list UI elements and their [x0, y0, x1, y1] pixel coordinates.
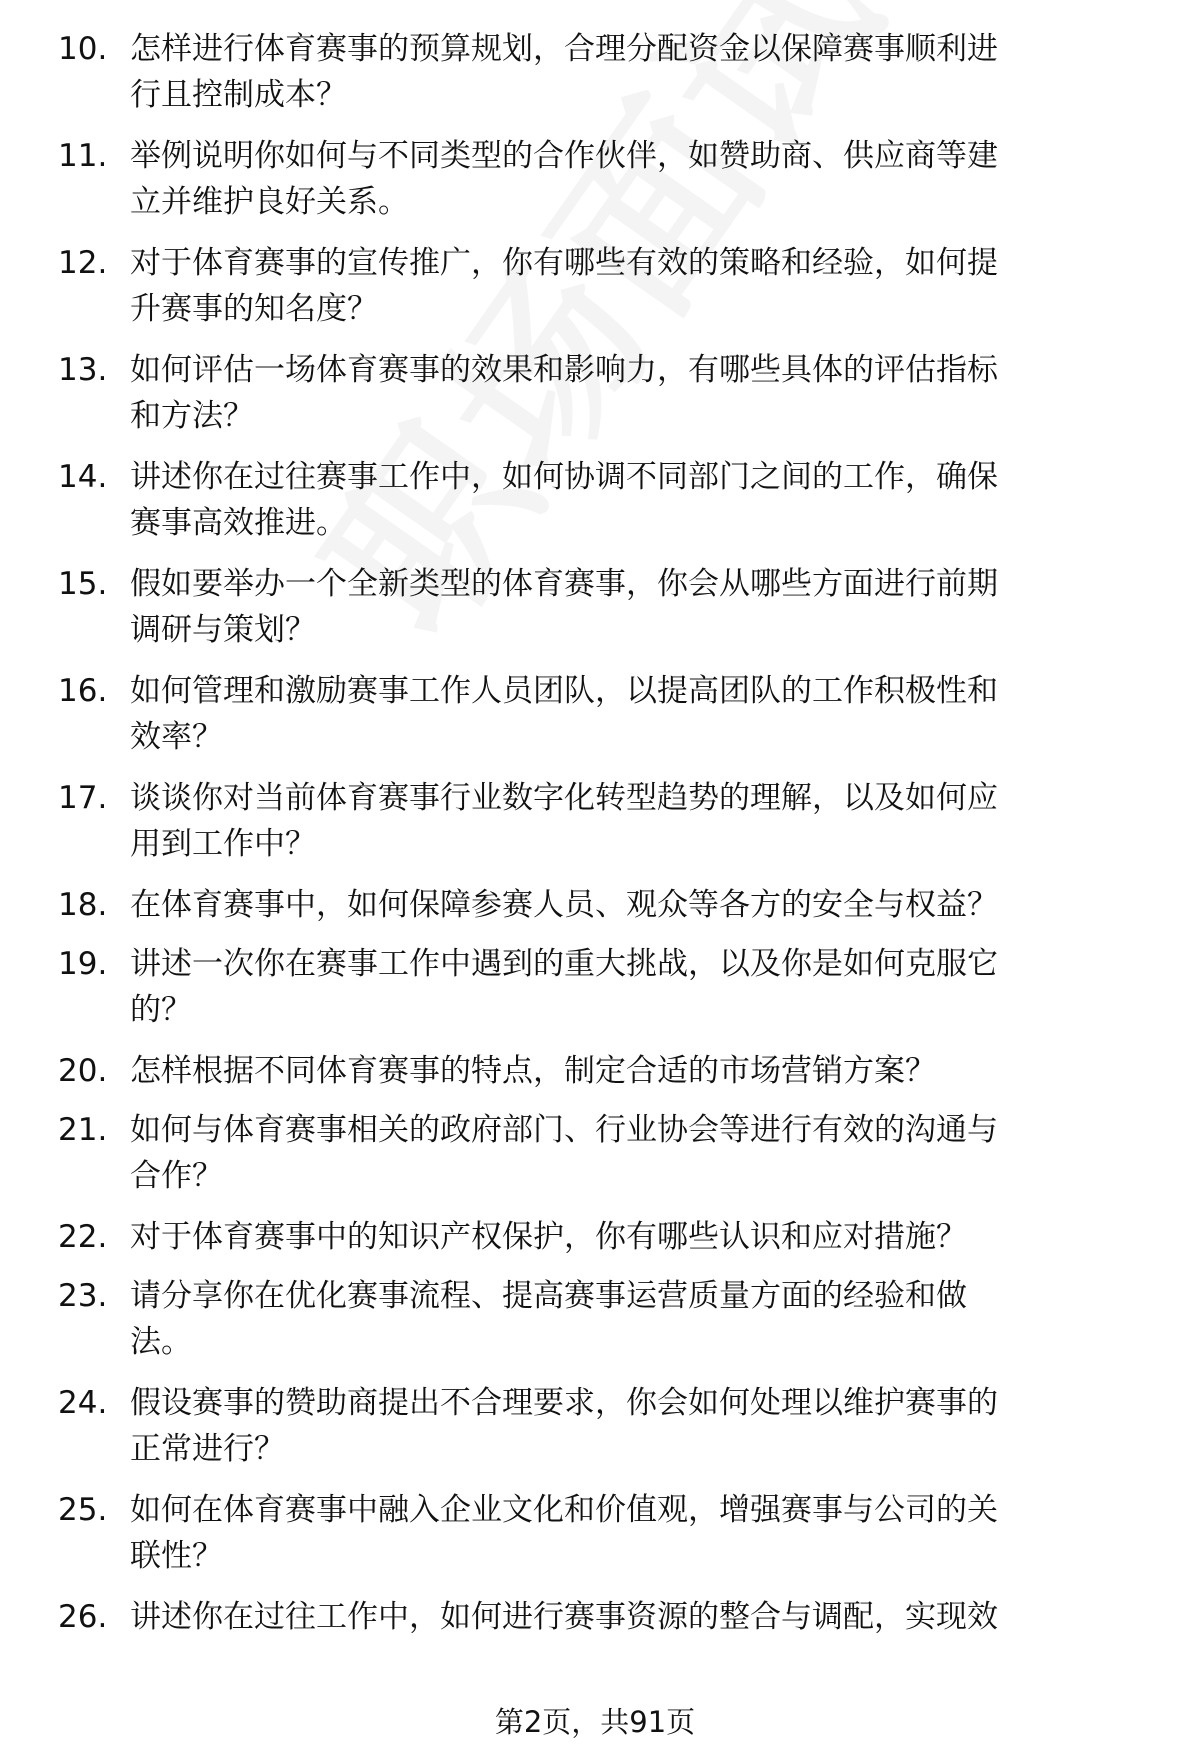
question-number: 21.: [58, 1112, 108, 1148]
list-item: [0, 668, 1190, 775]
list-item: [0, 26, 1190, 133]
question-number: 17.: [58, 780, 108, 816]
question-number: 23.: [58, 1278, 108, 1314]
question-text: 如何评估一场体育赛事的效果和影响力，有哪些具体的评估指标 和方法？: [130, 352, 998, 434]
list-item: [0, 1273, 1190, 1380]
question-text: 怎样根据不同体育赛事的特点，制定合适的市场营销方案？: [130, 1053, 936, 1089]
question-number: 13.: [58, 352, 108, 388]
list-item: [0, 1048, 1190, 1107]
question-number: 12.: [58, 245, 108, 281]
list-item: [0, 347, 1190, 454]
list-item: [0, 240, 1190, 347]
question-text: 在体育赛事中，如何保障参赛人员、观众等各方的安全与权益？: [130, 887, 998, 923]
question-text: 对于体育赛事的宣传推广，你有哪些有效的策略和经验，如何提 升赛事的知名度？: [130, 245, 998, 327]
question-list: [0, 26, 1190, 1653]
question-number: 18.: [58, 887, 108, 923]
list-item: [0, 1214, 1190, 1273]
question-number: 19.: [58, 946, 108, 982]
question-text: 怎样进行体育赛事的预算规划，合理分配资金以保障赛事顺利进 行且控制成本？: [130, 31, 998, 113]
question-number: 20.: [58, 1053, 108, 1089]
question-number: 14.: [58, 459, 108, 495]
list-item: [0, 1107, 1190, 1214]
list-item: [0, 561, 1190, 668]
question-number: 22.: [58, 1219, 108, 1255]
question-text: 讲述一次你在赛事工作中遇到的重大挑战，以及你是如何克服它 的？: [130, 946, 998, 1028]
question-text: 如何管理和激励赛事工作人员团队，以提高团队的工作积极性和 效率？: [130, 673, 998, 755]
question-text: 举例说明你如何与不同类型的合作伙伴，如赞助商、供应商等建 立并维护良好关系。: [130, 138, 998, 220]
question-number: 11.: [58, 138, 108, 174]
question-text: 如何在体育赛事中融入企业文化和价值观，增强赛事与公司的关 联性？: [130, 1492, 998, 1574]
question-number: 16.: [58, 673, 108, 709]
list-item: [0, 1380, 1190, 1487]
list-item: [0, 882, 1190, 941]
question-text: 假设赛事的赞助商提出不合理要求，你会如何处理以维护赛事的 正常进行？: [130, 1385, 998, 1467]
list-item: [0, 133, 1190, 240]
list-item: [0, 454, 1190, 561]
page-footer: 第2页，共91页: [494, 1705, 696, 1739]
question-number: 15.: [58, 566, 108, 602]
question-text: 谈谈你对当前体育赛事行业数字化转型趋势的理解，以及如何应 用到工作中？: [130, 780, 998, 862]
question-number: 25.: [58, 1492, 108, 1528]
list-item: [0, 941, 1190, 1048]
question-number: 10.: [58, 31, 108, 67]
question-text: 假如要举办一个全新类型的体育赛事，你会从哪些方面进行前期 调研与策划？: [130, 566, 998, 648]
question-number: 24.: [58, 1385, 108, 1421]
question-number: 26.: [58, 1599, 108, 1635]
question-text: 对于体育赛事中的知识产权保护，你有哪些认识和应对措施？: [130, 1219, 967, 1255]
list-item: [0, 1487, 1190, 1594]
list-item: [0, 1594, 1190, 1653]
question-text: 讲述你在过往赛事工作中，如何协调不同部门之间的工作，确保 赛事高效推进。: [130, 459, 998, 541]
question-text: 如何与体育赛事相关的政府部门、行业协会等进行有效的沟通与 合作？: [130, 1112, 998, 1194]
list-item: [0, 775, 1190, 882]
question-text: 请分享你在优化赛事流程、提高赛事运营质量方面的经验和做 法。: [130, 1278, 967, 1360]
question-text: 讲述你在过往工作中，如何进行赛事资源的整合与调配，实现效: [130, 1599, 998, 1635]
